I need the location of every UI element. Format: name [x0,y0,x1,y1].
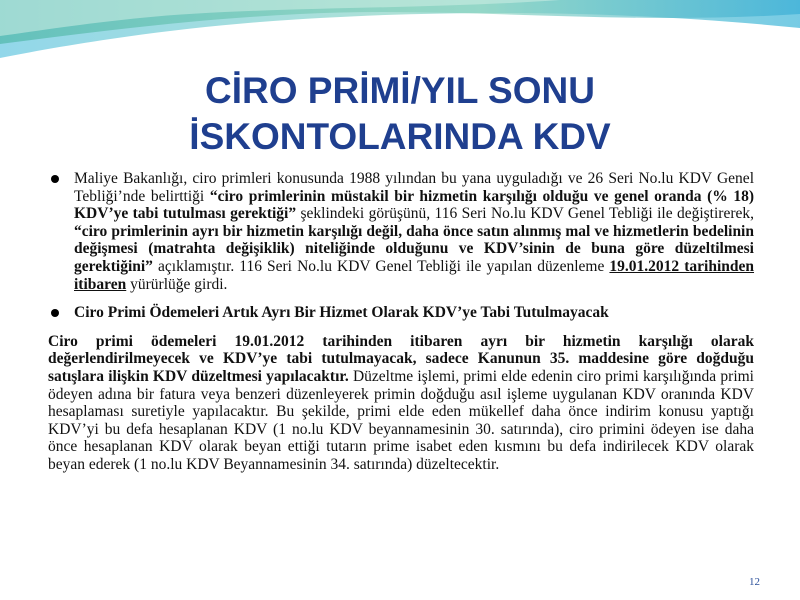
bullet-dot-icon [51,309,59,317]
bullet-1-text-part: yürürlüğe girdi. [126,275,228,293]
bullet-dot-icon [51,175,59,183]
slide-title-line-1: CİRO PRİMİ/YIL SONU [205,70,595,111]
bullet-1-bold-quote-2: “ciro primlerinin ayrı bir hizmetin karşılığı değil, daha önce satın alınmış mal ve hizmetlerin bedelinin değişmesi (matrahta değişiklik) niteliğinde olduğunu ve KDV’sinin de buna göre düzeltilmesi gerektiğini” [74,222,754,275]
slide-title [0,68,800,160]
slide-body [48,170,754,474]
bullet-1-underlined-date: 19.01.2012 tarihinden itibaren [74,257,755,293]
bullet-2-heading: Ciro Primi Ödemeleri Artık Ayrı Bir Hizmet Olarak KDV’ye Tabi Tutulmayacak [74,304,609,322]
bullet-1-text-part: açıklamıştır. 116 Seri No.lu KDV Genel Tebliği ile yapılan düzenleme [152,257,610,275]
paragraph-bold-lead: Ciro primi ödemeleri 19.01.2012 tarihinden itibaren ayrı bir hizmetin karşılığı olarak değerlendirilmeyecek ve KDV’ye tabi tutulmayacak, sadece Kanunun 35. maddesine göre doğduğu satışlara ilişkin KDV düzeltmesi yapılacaktır. [48,332,754,385]
bullet-item-2 [48,304,754,322]
bullet-1-text-part: Maliye Bakanlığı, ciro primleri konusunda 1988 yılından bu yana uyguladığı ve 26 Seri No.lu KDV Genel Tebliği’nde belirttiği [74,170,754,205]
body-paragraph [48,333,754,474]
bullet-item-1 [48,170,754,293]
paragraph-text: Düzeltme işlemi, primi elde edenin ciro primi karşılığında primi ödeyen adına bir fatura veya benzeri düzenleyerek primin doğduğu asıl işleme uygulanan KDV oranında KDV hesaplaması suretiyle yapılacaktır. Bu şekilde, primi elde eden mükellef daha önce indirim konusu yaptığı KDV’yi bu defa hesaplanan KDV (1 no.lu KDV beyannamesinin 30. satırında), ciro primini ödeyen ise daha önce hesaplanan KDV olarak beyan ettiği tutarın prime isabet eden kısmını bu defa indirilecek KDV olarak beyan ederek (1 no.lu KDV Beyannamesinin 34. satırında) düzeltecektir. [48,367,754,473]
slide-title-line-2: İSKONTOLARINDA KDV [189,116,611,157]
bullet-1-text-part: şeklindeki görüşünü, 116 Seri No.lu KDV Genel Tebliği ile değiştirerek, [296,205,754,223]
header-wave-decoration [0,0,800,60]
page-number: 12 [749,576,760,588]
bullet-1-bold-quote-1: “ciro primlerinin müstakil bir hizmetin karşılığı olduğu ve genel oranda (% 18) KDV’ye tabi tutulması gerektiği” [74,187,755,223]
bullet-1-text [74,170,754,293]
